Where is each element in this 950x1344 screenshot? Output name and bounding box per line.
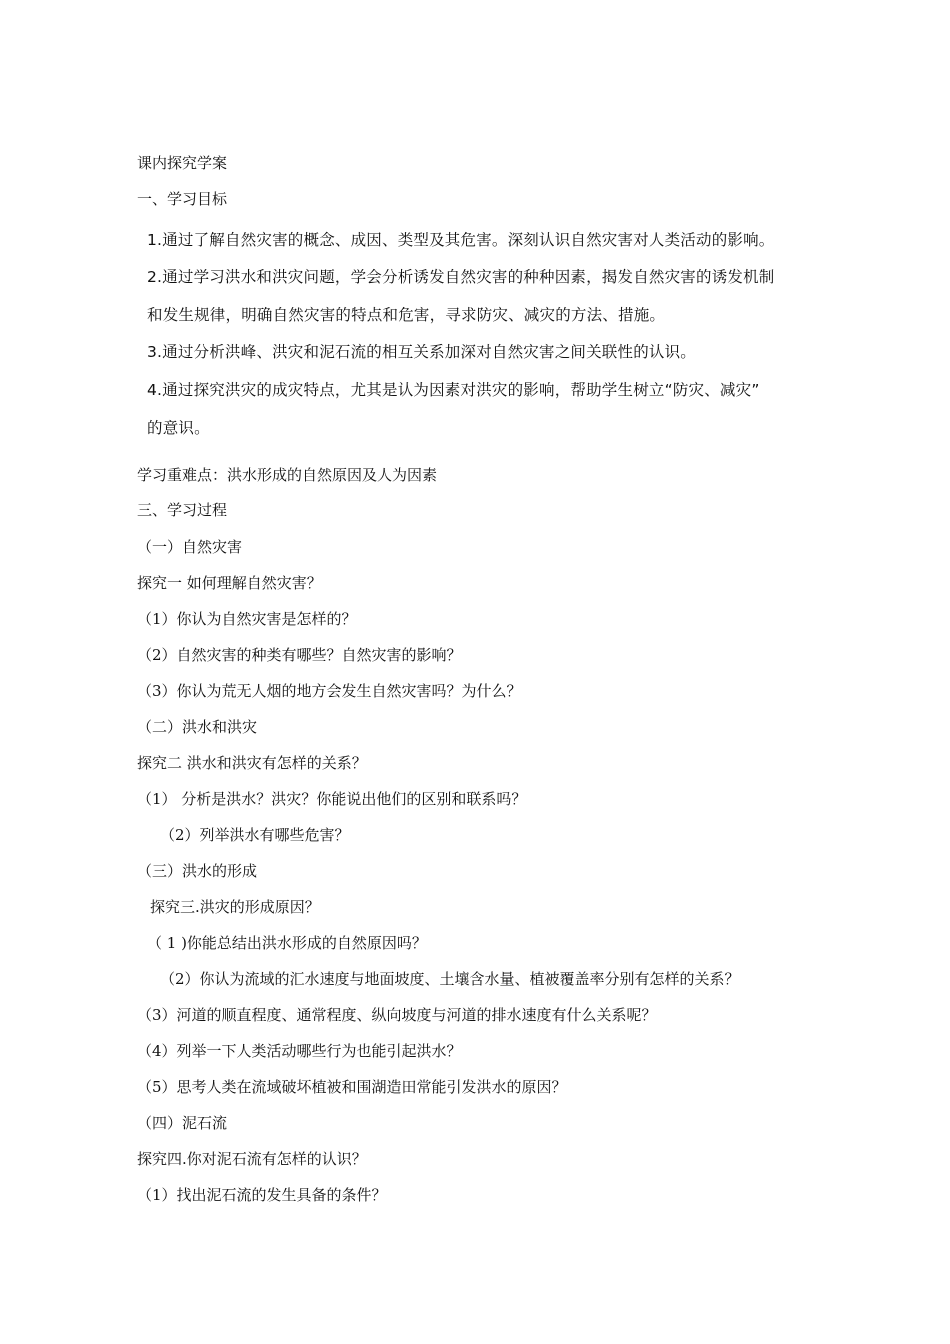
goal-item: 1.通过了解自然灾害的概念、成因、类型及其危害。深刻认识自然灾害对人类活动的影响。 <box>147 231 775 249</box>
question-item: （4）列举一下人类活动哪些行为也能引起洪水？ <box>137 1042 462 1060</box>
subsection-heading: （三）洪水的形成 <box>137 862 258 880</box>
goal-item: 2.通过学习洪水和洪灾问题，学会分析诱发自然灾害的种种因素，揭发自然灾害的诱发机制 <box>147 268 775 286</box>
inquiry-heading: 探究四.你对泥石流有怎样的认识？ <box>137 1150 367 1168</box>
inquiry-heading: 探究二 洪水和洪灾有怎样的关系？ <box>137 754 367 772</box>
question-item: （2）自然灾害的种类有哪些？自然灾害的影响？ <box>137 646 462 664</box>
question-item: （2）列举洪水有哪些危害？ <box>160 826 350 844</box>
question-item: （2）你认为流域的汇水速度与地面坡度、土壤含水量、植被覆盖率分别有怎样的关系？ <box>160 970 740 988</box>
section-heading-process: 三、学习过程 <box>137 501 228 519</box>
question-item: （1） 分析是洪水？洪灾？你能说出他们的区别和联系吗？ <box>137 790 527 808</box>
question-item: （ 1 )你能总结出洪水形成的自然原因吗？ <box>147 934 427 952</box>
key-points: 学习重难点：洪水形成的自然原因及人为因素 <box>137 466 438 484</box>
goal-item-continued: 和发生规律，明确自然灾害的特点和危害，寻求防灾、减灾的方法、措施。 <box>147 306 666 324</box>
subsection-heading: （一）自然灾害 <box>137 538 243 556</box>
goal-item: 4.通过探究洪灾的成灾特点，尤其是认为因素对洪灾的影响，帮助学生树立“防灾、减灾” <box>147 381 760 399</box>
page-title: 课内探究学案 <box>137 154 228 172</box>
question-item: （1）找出泥石流的发生具备的条件？ <box>137 1186 387 1204</box>
question-item: （1）你认为自然灾害是怎样的？ <box>137 610 357 628</box>
subsection-heading: （四）泥石流 <box>137 1114 228 1132</box>
question-item: （3）河道的顺直程度、通常程度、纵向坡度与河道的排水速度有什么关系呢？ <box>137 1006 657 1024</box>
subsection-heading: （二）洪水和洪灾 <box>137 718 258 736</box>
section-heading-goals: 一、学习目标 <box>137 190 228 208</box>
goal-item: 3.通过分析洪峰、洪灾和泥石流的相互关系加深对自然灾害之间关联性的认识。 <box>147 343 696 361</box>
inquiry-heading: 探究三.洪灾的形成原因？ <box>150 898 320 916</box>
question-item: （5）思考人类在流域破坏植被和围湖造田常能引发洪水的原因？ <box>137 1078 567 1096</box>
inquiry-heading: 探究一 如何理解自然灾害？ <box>137 574 322 592</box>
goal-item-continued: 的意识。 <box>147 419 210 437</box>
question-item: （3）你认为荒无人烟的地方会发生自然灾害吗？为什么？ <box>137 682 522 700</box>
